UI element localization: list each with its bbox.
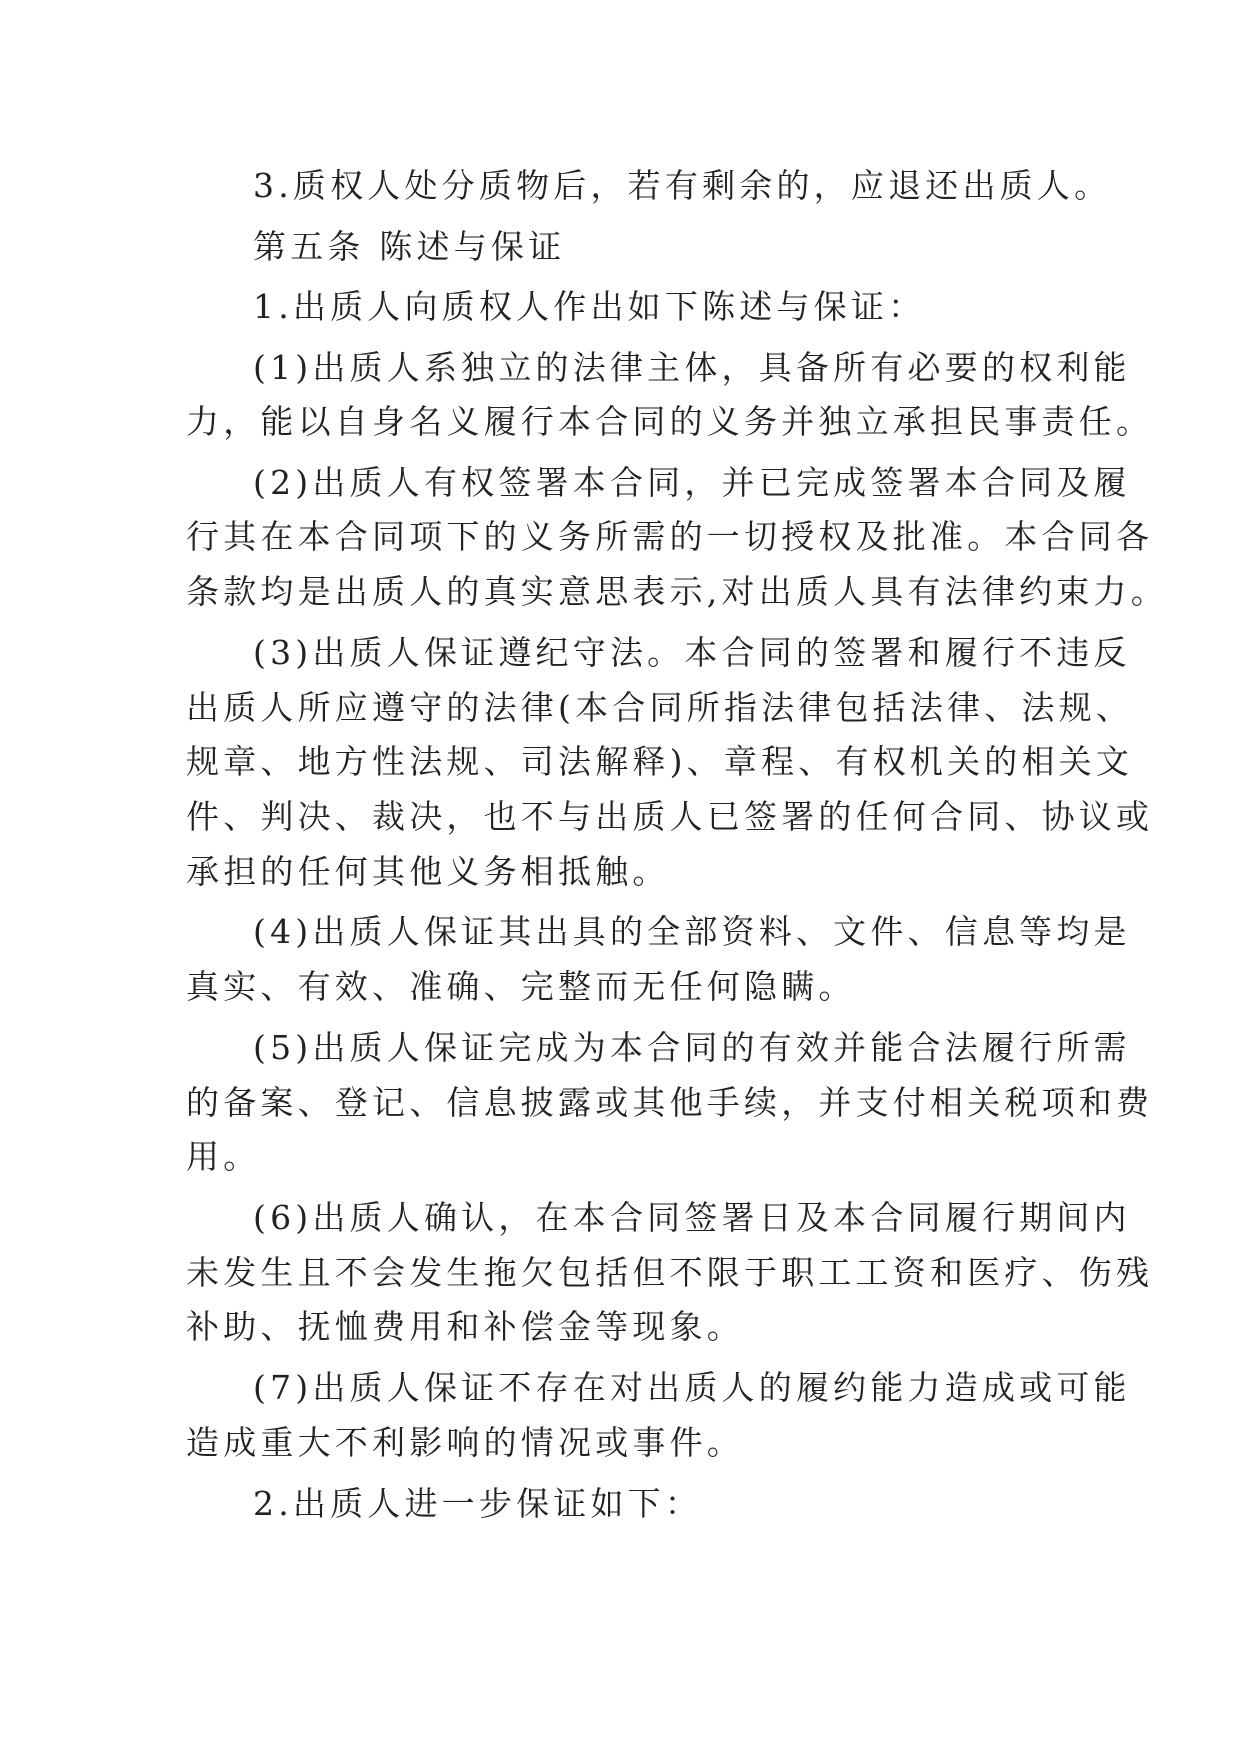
paragraph-line: (5)出质人保证完成为本合同的有效并能合法履行所需	[253, 1028, 1131, 1067]
paragraph-line: (7)出质人保证不存在对出质人的履约能力造成或可能	[253, 1368, 1131, 1407]
paragraph-line: 1.出质人向质权人作出如下陈述与保证：	[253, 287, 926, 326]
paragraph-line: 承担的任何其他义务相抵触。	[186, 852, 670, 891]
paragraph-line: 规章、地方性法规、司法解释)、章程、有权机关的相关文	[186, 742, 1134, 781]
paragraph-line: 2.出质人进一步保证如下：	[253, 1484, 703, 1523]
paragraph-line: 力，能以自身名义履行本合同的义务并独立承担民事责任。	[186, 402, 1154, 441]
paragraph-line: 件、判决、裁决，也不与出质人已签署的任何合同、协议或	[186, 797, 1154, 836]
paragraph-line: 补助、抚恤费用和补偿金等现象。	[186, 1307, 744, 1346]
paragraph-line: (6)出质人确认，在本合同签署日及本合同履行期间内	[253, 1198, 1131, 1237]
paragraph-line: 行其在本合同项下的义务所需的一切授权及批准。本合同各	[186, 517, 1154, 556]
paragraph-line: (2)出质人有权签署本合同，并已完成签署本合同及履	[253, 463, 1131, 502]
paragraph-line: 真实、有效、准确、完整而无任何隐瞒。	[186, 967, 856, 1006]
paragraph-line: 条款均是出质人的真实意思表示,对出质人具有法律约束力。	[186, 572, 1168, 611]
paragraph-line: 未发生且不会发生拖欠包括但不限于职工工资和医疗、伤残	[186, 1253, 1154, 1292]
paragraph-line: (1)出质人系独立的法律主体，具备所有必要的权利能	[253, 348, 1131, 387]
paragraph-line: 用。	[186, 1137, 261, 1176]
section-heading: 第五条 陈述与保证	[253, 227, 566, 266]
paragraph-line: (3)出质人保证遵纪守法。本合同的签署和履行不违反	[253, 633, 1131, 672]
paragraph-line: 的备案、登记、信息披露或其他手续，并支付相关税项和费	[186, 1083, 1154, 1122]
paragraph-line: 3.质权人处分质物后，若有剩余的，应退还出质人。	[253, 166, 1112, 205]
paragraph-line: 出质人所应遵守的法律(本合同所指法律包括法律、法规、	[186, 688, 1134, 727]
paragraph-line: (4)出质人保证其出具的全部资料、文件、信息等均是	[253, 912, 1131, 951]
paragraph-line: 造成重大不利影响的情况或事件。	[186, 1423, 744, 1462]
